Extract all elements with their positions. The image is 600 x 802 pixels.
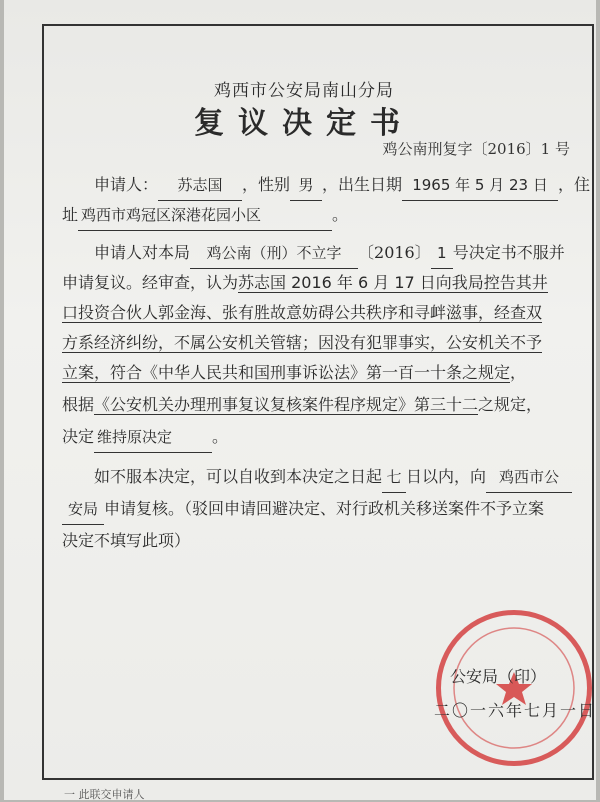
review-days: 七: [382, 462, 406, 493]
signature-org: 公安局（印）: [450, 667, 547, 686]
original-decision-ref: 鸡公南（刑）不立字: [190, 238, 358, 269]
paragraph-2-line-7: 决定 维持原决定 。: [62, 422, 582, 453]
finding-text-3: 方系经济纠纷，不属公安机关管辖；因没有犯罪事实，公安机关不予: [62, 333, 543, 352]
notice-line-2: 安局 申请复核。（驳回申请回避决定、对行政机关移送案件不予立案: [62, 494, 582, 525]
document-title: 复议决定书: [194, 106, 414, 141]
finding-text-2: 口投资合伙人郭金海、张有胜故意妨碍公共秩序和寻衅滋事，经查双: [62, 303, 543, 322]
seal-graphic: [436, 610, 592, 766]
decision-result: 维持原决定: [94, 422, 212, 453]
applicant-gender: 男: [290, 170, 322, 201]
applicant-line: 申请人： 苏志国 ，性别 男 ，出生日期 1965 年 5 月 23 日 ，住: [62, 170, 600, 201]
original-decision-number: 1: [431, 238, 453, 269]
paragraph-2-line-6: 根据《公安机关办理刑事复议复核案件程序规定》第三十二之规定，: [62, 395, 543, 414]
paragraph-2-line-5: 立案，符合《中华人民共和国刑事诉讼法》第一百一十条之规定，: [62, 363, 527, 382]
document-number: 鸡公南刑复字〔2016〕1 号: [382, 140, 570, 158]
issuing-agency: 鸡西市公安局南山分局: [214, 81, 394, 101]
legal-basis: 《公安机关办理刑事复议复核案件程序规定》第三十二: [94, 395, 479, 414]
address-line: 址 鸡西市鸡冠区深港花园小区 。: [62, 200, 582, 231]
document-page: [4, 0, 596, 800]
finding-text-4: 立案，符合《中华人民共和国刑事诉讼法》第一百一十条之规定: [62, 363, 511, 382]
applicant-birth-date: 1965 年 5 月 23 日: [402, 170, 558, 201]
signature-date: 二〇一六年七月一日: [434, 701, 597, 720]
notice-line-1: 如不服本决定，可以自收到本决定之日起 七 日以内，向 鸡西市公: [62, 462, 600, 493]
review-organ: 鸡西市公: [486, 462, 572, 493]
paragraph-2-line-2: 申请复议。经审查，认为苏志国 2016 年 6 月 17 日向我局控告其井: [62, 273, 548, 292]
paragraph-2-line-1: 申请人对本局 鸡公南（刑）不立字 〔2016〕 1 号决定书不服并: [62, 238, 600, 269]
finding-text-1: 苏志国 2016 年 6 月 17 日向我局控告其井: [238, 273, 548, 292]
review-organ-cont: 安局: [62, 494, 104, 525]
paragraph-2-line-4: [62, 328, 582, 358]
notice-line-3: 决定不填写此项）: [62, 531, 191, 550]
official-seal: [436, 610, 592, 766]
next-page-fragment: 一 此联交申请人: [64, 788, 145, 801]
applicant-address: 鸡西市鸡冠区深港花园小区: [78, 200, 332, 231]
paragraph-2-line-3: [62, 298, 582, 328]
applicant-name: 苏志国: [158, 170, 242, 201]
